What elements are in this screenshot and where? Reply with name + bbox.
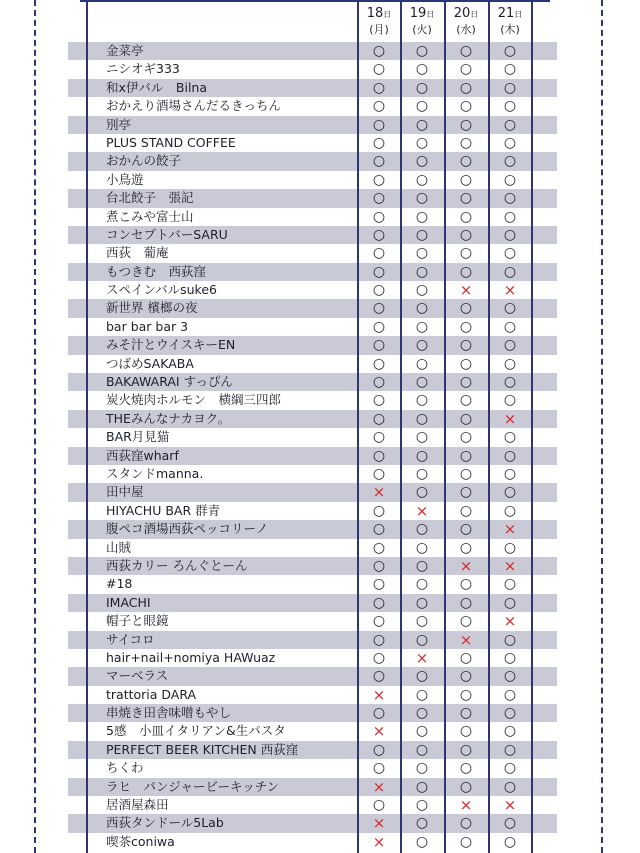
- available-mark: ○: [503, 484, 517, 501]
- available-mark: ○: [459, 410, 473, 427]
- available-mark: ○: [503, 539, 517, 556]
- available-mark: ○: [459, 594, 473, 611]
- available-mark: ○: [503, 705, 517, 722]
- table-row: [68, 557, 557, 575]
- day-unit: 日: [383, 10, 392, 19]
- available-mark: ○: [372, 594, 386, 611]
- available-mark: ○: [415, 318, 429, 335]
- available-mark: ○: [503, 61, 517, 78]
- table-row: [68, 391, 557, 409]
- available-mark: ○: [459, 318, 473, 335]
- day-column-rule: [400, 0, 402, 853]
- table-row: [68, 722, 557, 740]
- available-mark: ○: [459, 447, 473, 464]
- shop-name: PERFECT BEER KITCHEN 西荻窪: [106, 741, 299, 757]
- table-row: [68, 208, 557, 226]
- available-mark: ○: [372, 649, 386, 666]
- available-mark: ○: [415, 447, 429, 464]
- shop-name: 西荻カリー ろんぐとーん: [106, 557, 248, 573]
- available-mark: ○: [372, 539, 386, 556]
- available-mark: ○: [459, 337, 473, 354]
- shop-name: スペインバルsuke6: [106, 282, 217, 298]
- table-row: [68, 686, 557, 704]
- weekday-label: (水): [456, 23, 476, 36]
- day-header: [359, 6, 399, 37]
- table-row: [68, 42, 557, 60]
- available-mark: ○: [372, 282, 386, 299]
- table-row: [68, 336, 557, 354]
- available-mark: ○: [415, 741, 429, 758]
- available-mark: ○: [372, 263, 386, 280]
- day-number: 20: [453, 6, 471, 21]
- available-mark: ○: [503, 208, 517, 225]
- available-mark: ○: [459, 153, 473, 170]
- available-mark: ○: [372, 61, 386, 78]
- day-unit: 日: [426, 10, 435, 19]
- shop-name: 台北餃子 張記: [106, 190, 194, 206]
- available-mark: ○: [503, 43, 517, 59]
- table-row: [68, 116, 557, 134]
- weekday-label: (木): [500, 23, 520, 36]
- shop-name: 田中屋: [106, 484, 144, 500]
- available-mark: ○: [459, 116, 473, 133]
- shop-name: 5感 小皿イタリアン&生パスタ: [106, 723, 286, 739]
- available-mark: ○: [503, 392, 517, 409]
- shop-name: 腹ペコ酒場西荻ペッコリーノ: [106, 521, 269, 537]
- table-row: [68, 244, 557, 262]
- shop-name: BAKAWARAI すっぴん: [106, 374, 233, 390]
- shop-name: 西荻窪wharf: [106, 447, 179, 463]
- available-mark: ○: [503, 300, 517, 317]
- available-mark: ○: [459, 539, 473, 556]
- unavailable-mark: ×: [503, 281, 517, 300]
- table-row: [68, 502, 557, 520]
- available-mark: ○: [415, 134, 429, 151]
- available-mark: ○: [415, 355, 429, 372]
- available-mark: ○: [503, 631, 517, 648]
- available-mark: ○: [415, 190, 429, 207]
- available-mark: ○: [459, 43, 473, 59]
- available-mark: ○: [503, 79, 517, 96]
- shop-name: 西荻 葡庵: [106, 245, 169, 261]
- available-mark: ○: [415, 668, 429, 685]
- available-mark: ○: [372, 374, 386, 391]
- available-mark: ○: [459, 649, 473, 666]
- available-mark: ○: [503, 447, 517, 464]
- available-mark: ○: [372, 300, 386, 317]
- table-row: [68, 60, 557, 78]
- available-mark: ○: [372, 447, 386, 464]
- available-mark: ○: [503, 263, 517, 280]
- available-mark: ○: [415, 723, 429, 740]
- top-rule: [80, 0, 550, 2]
- unavailable-mark: ×: [459, 281, 473, 300]
- available-mark: ○: [415, 521, 429, 538]
- dashed-border-left: [34, 0, 36, 853]
- available-mark: ○: [459, 760, 473, 777]
- table-row: [68, 299, 557, 317]
- available-mark: ○: [372, 429, 386, 446]
- available-mark: ○: [415, 778, 429, 795]
- available-mark: ○: [415, 282, 429, 299]
- weekday-label: (火): [412, 23, 432, 36]
- available-mark: ○: [503, 245, 517, 262]
- available-mark: ○: [459, 484, 473, 501]
- available-mark: ○: [503, 465, 517, 482]
- available-mark: ○: [415, 98, 429, 115]
- available-mark: ○: [503, 594, 517, 611]
- available-mark: ○: [415, 705, 429, 722]
- available-mark: ○: [372, 502, 386, 519]
- available-mark: ○: [415, 392, 429, 409]
- available-mark: ○: [372, 613, 386, 630]
- table-row: [68, 447, 557, 465]
- available-mark: ○: [372, 355, 386, 372]
- available-mark: ○: [459, 465, 473, 482]
- shop-name: サイコロ: [106, 631, 155, 647]
- unavailable-mark: ×: [415, 648, 429, 667]
- shop-name: おかえり酒場さんだるきっちん: [106, 98, 282, 114]
- shop-name: 金菜亭: [106, 43, 144, 58]
- day-column-rule: [488, 0, 490, 853]
- available-mark: ○: [415, 594, 429, 611]
- shop-name: 炭火焼肉ホルモン 横綱三四郎: [106, 392, 282, 408]
- shop-name: 煮こみや富士山: [106, 208, 194, 224]
- day-number: 19: [409, 6, 427, 21]
- available-mark: ○: [415, 374, 429, 391]
- available-mark: ○: [372, 760, 386, 777]
- unavailable-mark: ×: [459, 556, 473, 575]
- available-mark: ○: [459, 833, 473, 850]
- day-unit: 日: [470, 10, 479, 19]
- available-mark: ○: [503, 171, 517, 188]
- day-number: 21: [497, 6, 515, 21]
- available-mark: ○: [503, 686, 517, 703]
- available-mark: ○: [415, 337, 429, 354]
- available-mark: ○: [503, 226, 517, 243]
- available-mark: ○: [415, 557, 429, 574]
- table-row: [68, 226, 557, 244]
- shop-name: みそ汁とウイスキーEN: [106, 337, 236, 353]
- shop-name: #18: [106, 576, 133, 592]
- shop-name: hair+nail+nomiya HAWuaz: [106, 649, 276, 665]
- available-mark: ○: [372, 98, 386, 115]
- available-mark: ○: [372, 245, 386, 262]
- weekday-label: (月): [369, 23, 389, 36]
- available-mark: ○: [372, 190, 386, 207]
- table-row: [68, 759, 557, 777]
- shop-name: もつきむ 西荻窪: [106, 263, 207, 279]
- day-column-rule: [531, 0, 533, 853]
- unavailable-mark: ×: [415, 501, 429, 520]
- available-mark: ○: [459, 263, 473, 280]
- available-mark: ○: [459, 208, 473, 225]
- day-column-rule: [357, 0, 359, 853]
- unavailable-mark: ×: [503, 612, 517, 631]
- shop-name: マーベラス: [106, 668, 169, 684]
- available-mark: ○: [503, 668, 517, 685]
- table-row: [68, 410, 557, 428]
- table-row: [68, 189, 557, 207]
- shop-name: スタンドmanna.: [106, 465, 204, 481]
- day-header: [490, 6, 530, 37]
- unavailable-mark: ×: [372, 777, 386, 796]
- available-mark: ○: [503, 98, 517, 115]
- shop-name: 小鳥遊: [106, 171, 144, 187]
- available-mark: ○: [503, 741, 517, 758]
- table-row: [68, 263, 557, 281]
- available-mark: ○: [372, 705, 386, 722]
- table-row: [68, 428, 557, 446]
- available-mark: ○: [459, 355, 473, 372]
- available-mark: ○: [503, 190, 517, 207]
- unavailable-mark: ×: [372, 832, 386, 851]
- unavailable-mark: ×: [503, 796, 517, 815]
- table-row: [68, 649, 557, 667]
- shop-name: BAR月見猫: [106, 429, 170, 445]
- available-mark: ○: [459, 723, 473, 740]
- available-mark: ○: [503, 723, 517, 740]
- shop-name: 西荻タンドール5Lab: [106, 815, 224, 831]
- available-mark: ○: [372, 741, 386, 758]
- unavailable-mark: ×: [372, 483, 386, 502]
- available-mark: ○: [415, 61, 429, 78]
- unavailable-mark: ×: [372, 685, 386, 704]
- table-row: [68, 741, 557, 759]
- shop-name: 別亭: [106, 116, 132, 132]
- available-mark: ○: [372, 631, 386, 648]
- available-mark: ○: [503, 355, 517, 372]
- available-mark: ○: [415, 815, 429, 832]
- available-mark: ○: [415, 760, 429, 777]
- available-mark: ○: [459, 61, 473, 78]
- available-mark: ○: [459, 374, 473, 391]
- table-row: [68, 667, 557, 685]
- shop-name: ニシオギ333: [106, 61, 180, 77]
- available-mark: ○: [372, 668, 386, 685]
- available-mark: ○: [503, 337, 517, 354]
- available-mark: ○: [459, 98, 473, 115]
- shop-name: 居酒屋森田: [106, 797, 169, 813]
- table-row: [68, 318, 557, 336]
- available-mark: ○: [459, 778, 473, 795]
- unavailable-mark: ×: [372, 722, 386, 741]
- day-header: [446, 6, 486, 37]
- available-mark: ○: [503, 815, 517, 832]
- available-mark: ○: [372, 171, 386, 188]
- unavailable-mark: ×: [503, 556, 517, 575]
- table-row: [68, 778, 557, 796]
- shop-name: 山賊: [106, 539, 132, 555]
- available-mark: ○: [459, 190, 473, 207]
- available-mark: ○: [459, 815, 473, 832]
- available-mark: ○: [372, 521, 386, 538]
- shop-name: つばめSAKABA: [106, 355, 194, 371]
- table-row: [68, 281, 557, 299]
- available-mark: ○: [415, 686, 429, 703]
- table-row: [68, 833, 557, 851]
- available-mark: ○: [372, 153, 386, 170]
- dashed-border-right: [601, 0, 603, 853]
- available-mark: ○: [459, 576, 473, 593]
- available-mark: ○: [459, 741, 473, 758]
- table-row: [68, 373, 557, 391]
- shop-name: IMACHI: [106, 594, 151, 610]
- available-mark: ○: [503, 502, 517, 519]
- table-row: [68, 575, 557, 593]
- table-row: [68, 539, 557, 557]
- available-mark: ○: [415, 153, 429, 170]
- shop-name: THEみんなナカヨク。: [106, 410, 231, 426]
- schedule-table: [68, 42, 557, 851]
- table-row: [68, 465, 557, 483]
- unavailable-mark: ×: [503, 409, 517, 428]
- table-row: [68, 355, 557, 373]
- available-mark: ○: [415, 171, 429, 188]
- table-row: [68, 594, 557, 612]
- day-header: [402, 6, 442, 37]
- available-mark: ○: [415, 465, 429, 482]
- available-mark: ○: [459, 392, 473, 409]
- available-mark: ○: [415, 613, 429, 630]
- available-mark: ○: [503, 576, 517, 593]
- available-mark: ○: [459, 502, 473, 519]
- table-row: [68, 152, 557, 170]
- unavailable-mark: ×: [459, 630, 473, 649]
- available-mark: ○: [415, 539, 429, 556]
- available-mark: ○: [415, 116, 429, 133]
- available-mark: ○: [372, 318, 386, 335]
- available-mark: ○: [415, 429, 429, 446]
- table-row: [68, 796, 557, 814]
- available-mark: ○: [503, 374, 517, 391]
- name-column-rule: [86, 0, 88, 853]
- shop-name: trattoria DARA: [106, 686, 197, 702]
- available-mark: ○: [503, 429, 517, 446]
- available-mark: ○: [372, 797, 386, 814]
- available-mark: ○: [503, 153, 517, 170]
- available-mark: ○: [415, 300, 429, 317]
- available-mark: ○: [503, 649, 517, 666]
- table-row: [68, 612, 557, 630]
- available-mark: ○: [415, 833, 429, 850]
- available-mark: ○: [459, 245, 473, 262]
- available-mark: ○: [459, 429, 473, 446]
- table-row: [68, 631, 557, 649]
- available-mark: ○: [503, 318, 517, 335]
- available-mark: ○: [372, 208, 386, 225]
- available-mark: ○: [372, 226, 386, 243]
- available-mark: ○: [415, 631, 429, 648]
- shop-name: 串焼き田舎味噌もやし: [106, 705, 232, 721]
- available-mark: ○: [415, 43, 429, 59]
- table-row: [68, 520, 557, 538]
- day-column-rule: [444, 0, 446, 853]
- shop-name: PLUS STAND COFFEE: [106, 134, 236, 150]
- shop-name: 帽子と眼鏡: [106, 613, 169, 629]
- available-mark: ○: [372, 116, 386, 133]
- shop-name: ラヒ パンジャービーキッチン: [106, 778, 280, 794]
- table-row: [68, 483, 557, 501]
- shop-name: コンセプトバーSARU: [106, 226, 228, 242]
- day-unit: 日: [514, 10, 523, 19]
- available-mark: ○: [503, 833, 517, 850]
- available-mark: ○: [415, 797, 429, 814]
- table-row: [68, 134, 557, 152]
- available-mark: ○: [459, 171, 473, 188]
- available-mark: ○: [415, 263, 429, 280]
- available-mark: ○: [372, 410, 386, 427]
- shop-name: 新世界 檳榔の夜: [106, 300, 198, 316]
- available-mark: ○: [372, 392, 386, 409]
- available-mark: ○: [372, 557, 386, 574]
- available-mark: ○: [459, 686, 473, 703]
- shop-name: ちくわ: [106, 760, 144, 776]
- unavailable-mark: ×: [459, 796, 473, 815]
- shop-name: おかんの餃子: [106, 153, 182, 169]
- available-mark: ○: [459, 79, 473, 96]
- available-mark: ○: [459, 705, 473, 722]
- available-mark: ○: [372, 43, 386, 59]
- available-mark: ○: [415, 576, 429, 593]
- table-row: [68, 79, 557, 97]
- available-mark: ○: [459, 300, 473, 317]
- available-mark: ○: [503, 778, 517, 795]
- available-mark: ○: [372, 337, 386, 354]
- available-mark: ○: [372, 79, 386, 96]
- unavailable-mark: ×: [503, 520, 517, 539]
- shop-name: 喫茶coniwa: [106, 833, 175, 849]
- available-mark: ○: [415, 208, 429, 225]
- available-mark: ○: [415, 226, 429, 243]
- table-row: [68, 814, 557, 832]
- available-mark: ○: [459, 668, 473, 685]
- table-row: [68, 97, 557, 115]
- available-mark: ○: [372, 465, 386, 482]
- available-mark: ○: [459, 613, 473, 630]
- shop-name: 和x伊バル Bilna: [106, 79, 208, 95]
- available-mark: ○: [503, 134, 517, 151]
- table-row: [68, 171, 557, 189]
- day-number: 18: [366, 6, 384, 21]
- available-mark: ○: [459, 521, 473, 538]
- available-mark: ○: [415, 484, 429, 501]
- table-row: [68, 704, 557, 722]
- shop-name: bar bar bar 3: [106, 318, 189, 334]
- shop-name: HIYACHU BAR 群青: [106, 502, 221, 518]
- available-mark: ○: [459, 134, 473, 151]
- available-mark: ○: [415, 245, 429, 262]
- available-mark: ○: [415, 410, 429, 427]
- available-mark: ○: [503, 116, 517, 133]
- unavailable-mark: ×: [372, 814, 386, 833]
- available-mark: ○: [372, 134, 386, 151]
- available-mark: ○: [503, 760, 517, 777]
- available-mark: ○: [459, 226, 473, 243]
- available-mark: ○: [415, 79, 429, 96]
- available-mark: ○: [372, 576, 386, 593]
